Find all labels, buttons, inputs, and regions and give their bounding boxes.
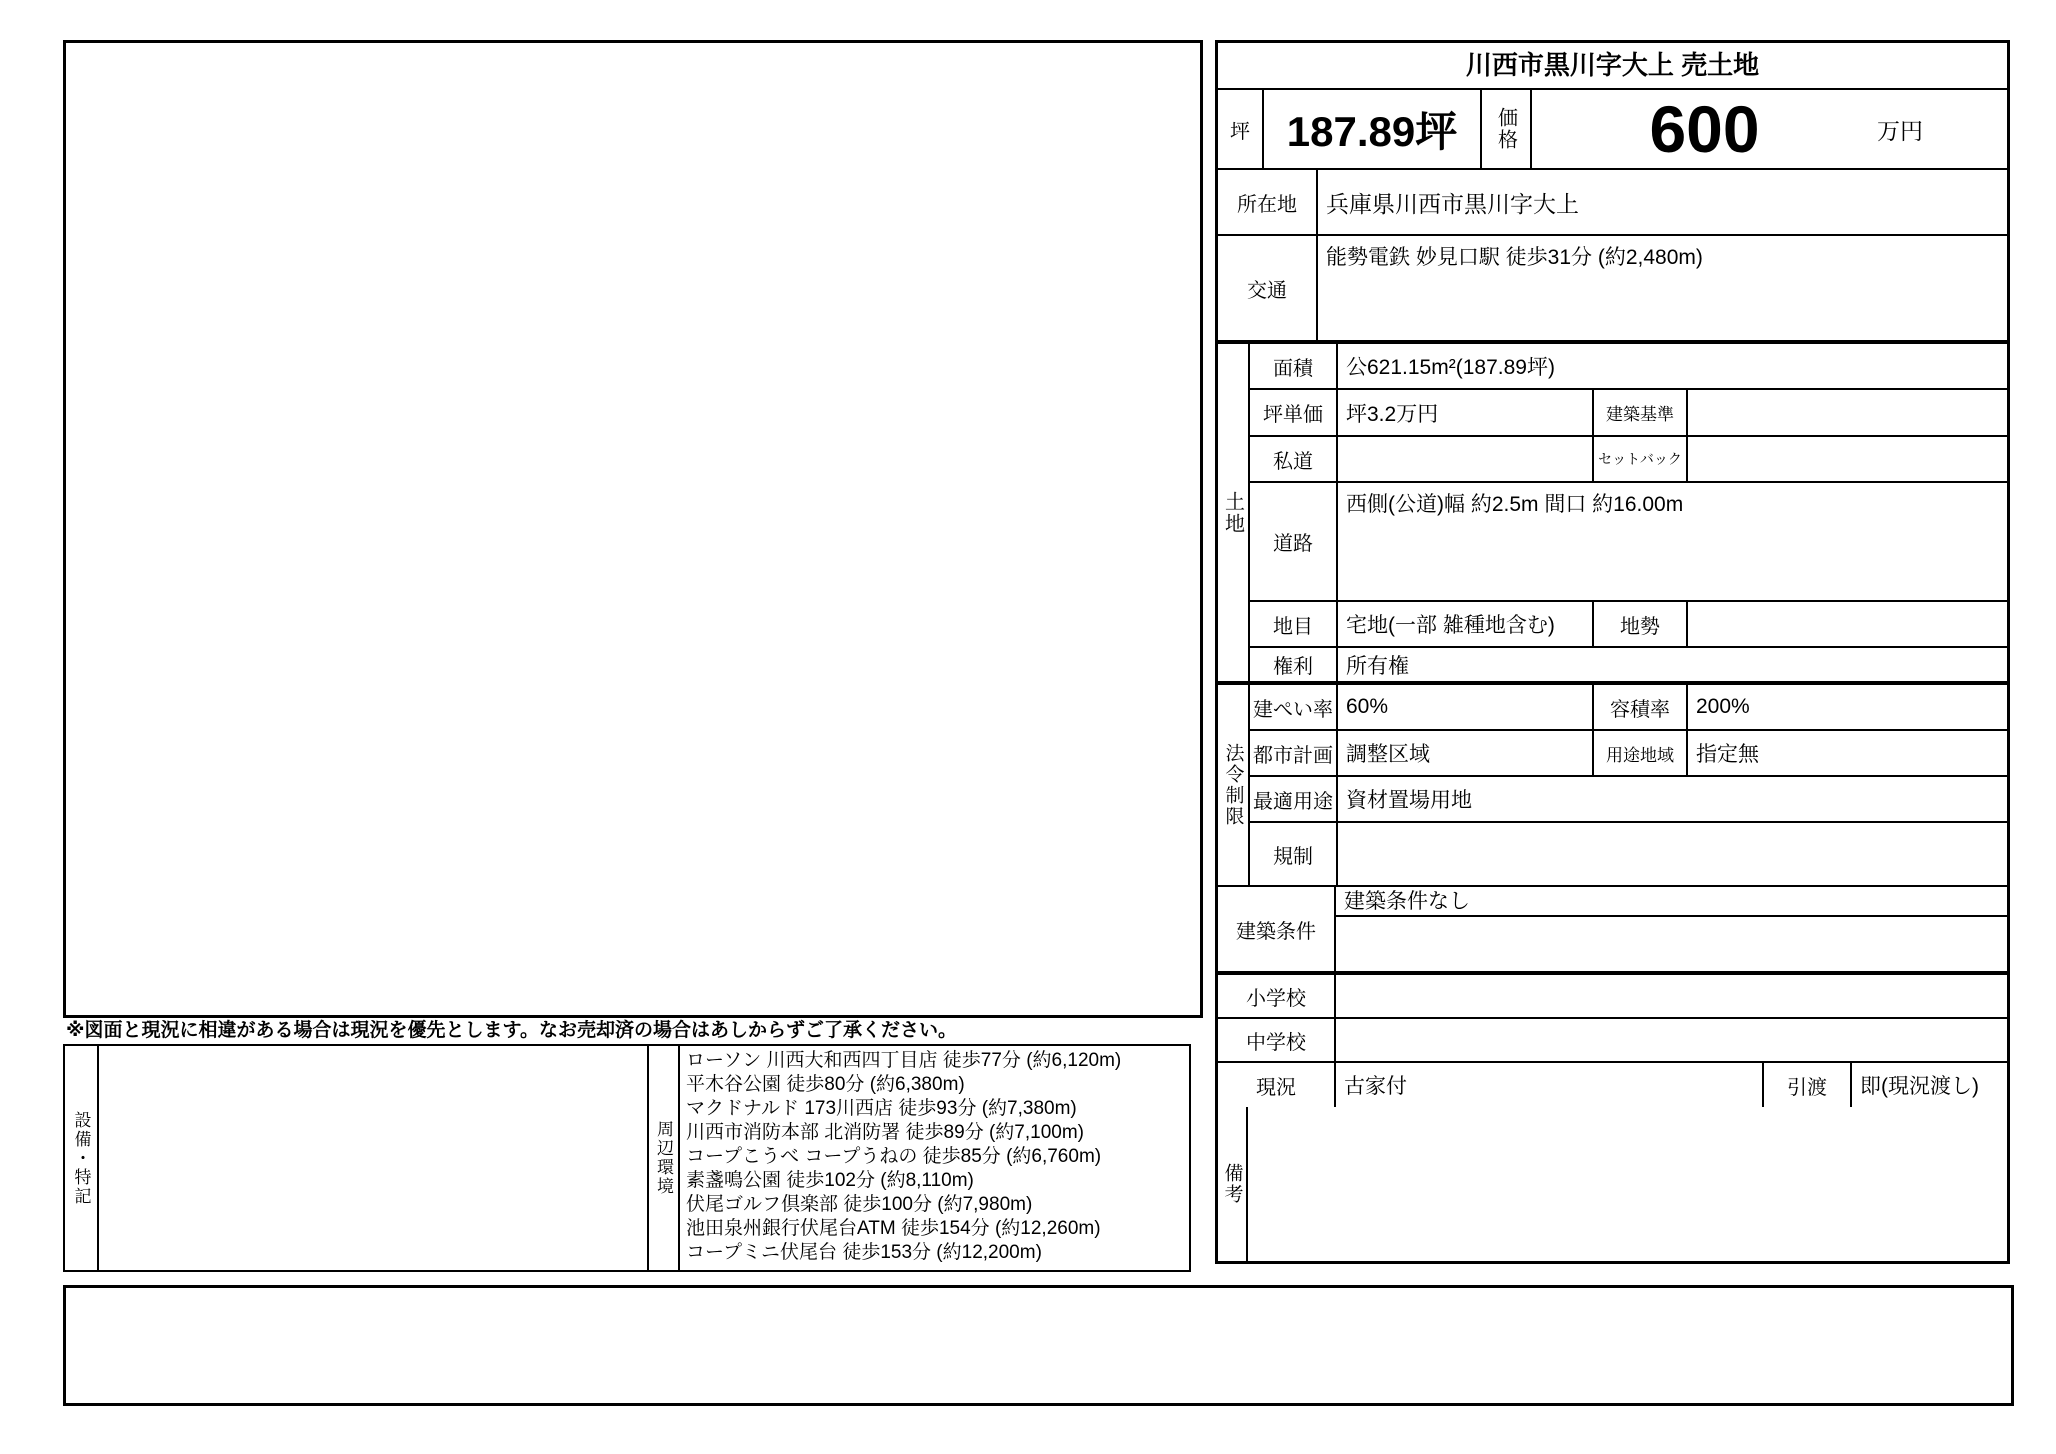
best-use-value: 資材置場用地 [1346, 789, 1472, 812]
environment-item: 素盞鳴公園 徒歩102分 (約8,110m) [686, 1170, 974, 1191]
elementary-school-label: 小学校 [1218, 975, 1336, 1017]
terrain-value [1688, 602, 2007, 646]
coverage-value: 60% [1338, 685, 1594, 729]
unit-price-label: 坪単価 [1250, 390, 1338, 435]
disclaimer-text: ※図面と現況に相違がある場合は現況を優先とします。なお売却済の場合はあしからずご了承ください。 [66, 1020, 957, 1041]
price-cell [1532, 90, 2007, 168]
price-label: 価格 [1494, 107, 1517, 151]
transport-value: 能勢電鉄 妙見口駅 徒歩31分 (約2,480m) [1326, 246, 1703, 269]
surrounding-environment-label: 周辺環境 [654, 1120, 673, 1196]
area-row [1250, 344, 2007, 388]
status-label: 現況 [1218, 1063, 1336, 1107]
road-label: 道路 [1250, 483, 1338, 600]
equipment-notes-label: 設備・特記 [71, 1110, 91, 1206]
legal-section [1218, 681, 2007, 885]
environment-item: コープミニ伏尾台 徒歩153分 (約12,200m) [686, 1242, 1042, 1263]
environment-item: ローソン 川西大和西四丁目店 徒歩77分 (約6,120m) [686, 1050, 1122, 1071]
coverage-label: 建ぺい率 [1250, 685, 1338, 729]
setback-value [1688, 437, 2007, 481]
remarks-section [1218, 1107, 2007, 1261]
location-row [1218, 168, 2007, 234]
building-condition-value: 建築条件なし [1336, 887, 2007, 917]
regulation-label: 規制 [1250, 823, 1338, 885]
site-drawing-area [63, 40, 1203, 1018]
rights-row [1250, 646, 2007, 681]
environment-item: 平木谷公園 徒歩80分 (約6,380m) [686, 1074, 965, 1095]
use-district-label: 用途地域 [1594, 731, 1688, 775]
elementary-school-row [1218, 971, 2007, 1017]
environment-item: マクドナルド 173川西店 徒歩93分 (約7,380m) [686, 1098, 1077, 1119]
private-road-label: 私道 [1250, 437, 1338, 481]
coverage-row [1250, 685, 2007, 729]
environment-item: コープこうべ コープうねの 徒歩85分 (約6,760m) [686, 1146, 1102, 1167]
junior-high-school-label: 中学校 [1218, 1019, 1336, 1061]
regulation-row [1250, 821, 2007, 885]
handover-label: 引渡 [1764, 1063, 1852, 1107]
junior-high-school-row [1218, 1017, 2007, 1061]
environment-item: 伏尾ゴルフ倶楽部 徒歩100分 (約7,980m) [686, 1194, 1033, 1215]
land-category-value: 宅地(一部 雑種地含む) [1338, 602, 1594, 646]
road-value: 西側(公道)幅 約2.5m 間口 約16.00m [1346, 493, 1684, 516]
land-category-row [1250, 600, 2007, 646]
status-value: 古家付 [1336, 1063, 1764, 1107]
land-section [1218, 340, 2007, 681]
land-section-label: 土地 [1221, 490, 1244, 535]
building-condition-label: 建築条件 [1218, 887, 1336, 971]
legal-section-label: 法令制限 [1222, 743, 1244, 827]
transport-label: 交通 [1218, 236, 1318, 340]
area-label: 面積 [1250, 344, 1338, 388]
regulation-value [1338, 823, 2007, 885]
building-condition-row [1218, 885, 2007, 971]
price-unit: 万円 [1877, 117, 1923, 144]
location-label: 所在地 [1218, 170, 1318, 234]
listing-title: 川西市黒川字大上 売土地 [1465, 50, 1760, 80]
footer-box [63, 1285, 2014, 1406]
facilities-section [63, 1044, 1191, 1272]
environment-item: 川西市消防本部 北消防署 徒歩89分 (約7,100m) [686, 1122, 1084, 1143]
building-condition-extra [1336, 917, 2007, 971]
use-district-value: 指定無 [1696, 743, 1759, 766]
setback-label: セットバック [1594, 437, 1688, 481]
unit-price-row [1250, 388, 2007, 435]
building-condition-cell [1336, 887, 2007, 971]
city-planning-row [1250, 729, 2007, 775]
location-value: 兵庫県川西市黒川字大上 [1326, 190, 1579, 217]
best-use-row [1250, 775, 2007, 821]
remarks-value [1248, 1107, 2007, 1261]
road-row [1250, 481, 2007, 600]
area-value: 公621.15m²(187.89坪) [1346, 356, 1555, 379]
rights-label: 権利 [1250, 648, 1338, 681]
equipment-notes-label-cell [63, 1044, 99, 1272]
land-section-label-cell [1218, 344, 1250, 681]
remarks-label: 備考 [1221, 1163, 1243, 1205]
transport-row [1218, 234, 2007, 340]
city-planning-value: 調整区域 [1338, 731, 1594, 775]
private-road-row [1250, 435, 2007, 481]
status-row [1218, 1061, 2007, 1107]
terrain-label: 地勢 [1594, 602, 1688, 646]
price-label-cell [1482, 90, 1532, 168]
private-road-value [1338, 437, 1594, 481]
unit-price-value: 坪3.2万円 [1338, 390, 1594, 435]
tsubo-label: 坪 [1218, 90, 1264, 168]
surrounding-environment-label-cell [647, 1044, 680, 1272]
junior-high-school-value [1336, 1019, 2007, 1061]
price-row [1218, 88, 2007, 168]
rights-value: 所有権 [1346, 654, 1409, 678]
best-use-label: 最適用途 [1250, 777, 1338, 821]
floor-area-ratio-value: 200% [1696, 695, 1750, 718]
surrounding-environment-list [678, 1044, 1191, 1272]
land-category-label: 地目 [1250, 602, 1338, 646]
tsubo-value: 187.89坪 [1264, 90, 1482, 168]
city-planning-label: 都市計画 [1250, 731, 1338, 775]
property-details-panel [1215, 40, 2010, 1264]
floor-area-ratio-label: 容積率 [1594, 685, 1688, 729]
building-standard-label: 建築基準 [1594, 390, 1688, 435]
elementary-school-value [1336, 975, 2007, 1017]
price-value: 600 [1649, 92, 1760, 166]
equipment-notes-box [97, 1044, 649, 1272]
handover-value: 即(現況渡し) [1860, 1075, 1979, 1098]
remarks-label-cell [1218, 1107, 1248, 1261]
environment-item: 池田泉州銀行伏尾台ATM 徒歩154分 (約12,260m) [686, 1218, 1101, 1239]
legal-section-label-cell [1218, 685, 1250, 885]
building-standard-value [1688, 390, 2007, 435]
